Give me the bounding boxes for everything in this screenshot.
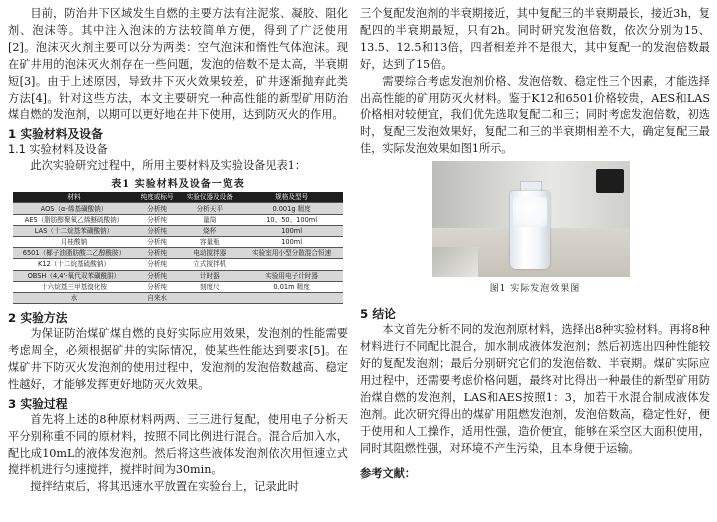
table-header-cell: 材料 (13, 192, 135, 203)
table-cell (240, 292, 343, 303)
section-3-heading: 3 实验过程 (8, 396, 68, 411)
table-cell: 月桂酸钠 (13, 237, 135, 248)
right-column (360, 6, 710, 481)
table-cell: 100ml (240, 225, 343, 236)
photo-plastic-bag (432, 247, 478, 277)
table-cell: 水 (13, 292, 135, 303)
table-cell: 100ml (240, 237, 343, 248)
foam-effect-photo (432, 161, 630, 277)
table-cell: 量筒 (179, 214, 240, 225)
table-cell: 电动搅拌器 (179, 248, 240, 259)
table-cell: 计时器 (179, 270, 240, 281)
section-3-paragraph-continued: 搅拌结束后，将其迅速水平放置在实验台上，记录此时 (30, 480, 299, 494)
table-cell: 实验室用小型分散混合恒速 (240, 248, 343, 259)
table-cell: 自来水 (135, 292, 179, 303)
photo-foam (513, 197, 547, 227)
table-cell: K12（十二烷基硫酸钠） (13, 259, 135, 270)
results-paragraph: 三个复配发泡剂的半衰期接近，其中复配三的半衰期最长，接近3h，复配四的半衰期最短，只有2h。同时研究发泡倍数，依次分别为15、13.5、12.5和13倍，四者相差并不是很大，其中复配一的发泡倍数最好，达到了15倍。 (360, 7, 710, 71)
intro-paragraph: 目前，防治井下区域发生自燃的主要方法有注泥浆、凝胶、阻化剂、泡沫等。其中注入泡沫的方法较简单方便，得到了广泛使用[2]。泡沫灭火剂主要可以分为两类：空气泡沫和惰性气体泡沫。现在矿井用的泡沫灭火剂存在一些问题，发泡的倍数不是太高，半衰期短[3]。由于上述原因，导致井下灭火效果较差，矿井逐渐抛弃此类方法[4]。针对这些方法，本文主要研究一种高性能的新型矿用防治煤自燃的发泡剂，以期可以更好地在井下使用，达到防灭火的作用。 (8, 7, 348, 122)
table-row (13, 203, 343, 214)
table-row (13, 225, 343, 236)
table-cell: 烧杯 (179, 225, 240, 236)
table-row (13, 248, 343, 259)
conclusion-paragraph: 本文首先分析不同的发泡剂原材料，选择出8种实验材料。再将8种材料进行不同配比混合，加水制成液体发泡剂；然后初选出四种性能较好的复配发泡剂；最后分别研究它们的发泡倍数、半衰期。煤矿实际应用过程中，还需要考虑价格问题，最终对比得出一种最佳的新型矿用防治煤自燃的发泡剂，LAS和AES按照1：3，加若干水混合制成液体发泡剂。此次研究得出的煤矿用阻燃发泡剂，发泡倍数高，稳定性好，便于使用和人工操作，适用性强，造价便宜，能够在采空区大面积使用，同时其阻燃性强，对环境不产生污染，且本身便于运输。 (360, 323, 710, 455)
table-cell: LAS（十二烷基苯磺酸钠） (13, 225, 135, 236)
materials-table (13, 192, 343, 304)
table-row (13, 270, 343, 281)
section-3-paragraph: 首先将上述的8种原材料两两、三三进行复配，使用电子分析天平分别称重不同的原材料，按照不同比例进行混合。混合后加入水，配比成10mL的液体发泡剂。然后将这些液体发泡剂依次用恒速立式搅拌机进行匀速搅拌，搅拌时间为30min。 (8, 412, 348, 477)
table-cell: 0.01m 精度 (240, 281, 343, 292)
table-header-cell: 纯度或标号 (135, 192, 179, 203)
table-cell: AES（脂肪醇聚氧乙烯醚硫酸钠） (13, 214, 135, 225)
table-header-cell: 规格及型号 (240, 192, 343, 203)
table-header-row (13, 192, 343, 203)
table-cell: 分析纯 (135, 237, 179, 248)
table-cell: 6501（椰子油脂肪酸二乙醇酰胺） (13, 248, 135, 259)
table-cell: 分析纯 (135, 248, 179, 259)
table-cell: 分析纯 (135, 281, 179, 292)
table-cell: 实验用电子计时器 (240, 270, 343, 281)
table-cell: 0.001g 精度 (240, 203, 343, 214)
section-1-1-heading: 1.1 实验材料及设备 (8, 143, 108, 157)
left-column (8, 6, 348, 496)
table-cell: OBSH（4,4'-氧代双苯磺酰肼） (13, 270, 135, 281)
table-cell: 十六烷基三甲基溴化铵 (13, 281, 135, 292)
section-5-heading: 5 结论 (360, 307, 396, 322)
photo-black-box (596, 169, 624, 193)
table-cell: 立式搅拌机 (179, 259, 240, 270)
references-heading: 参考文献： (360, 466, 416, 481)
table-header-cell: 实验仪器及设备 (179, 192, 240, 203)
table-cell (179, 292, 240, 303)
table-cell: AOS（α-烯基磺酸钠） (13, 203, 135, 214)
table-cell: 分析纯 (135, 270, 179, 281)
table-row (13, 237, 343, 248)
table-cell: 分析纯 (135, 225, 179, 236)
section-1-1-paragraph: 此次实验研究过程中，所用主要材料及实验设备见表1： (30, 159, 307, 173)
table-cell: 刻度尺 (179, 281, 240, 292)
table-row (13, 281, 343, 292)
table-caption: 表1 实验材料及设备一览表 (111, 179, 245, 191)
table-cell: 容量瓶 (179, 237, 240, 248)
section-2-paragraph: 为保证防治煤矿煤自燃的良好实际应用效果，发泡剂的性能需要考虑周全，必须根据矿井的实际情况，使某些性能达到要求[5]。在煤矿井下防灭火发泡剂的使用过程中，发泡剂的发泡倍数越高、稳定性越好，才能够发挥更好地防灭火效果。 (8, 327, 348, 391)
table-cell: 分析纯 (135, 259, 179, 270)
table-cell: 分析天平 (179, 203, 240, 214)
table-cell: 分析纯 (135, 203, 179, 214)
section-2-heading: 2 实验方法 (8, 311, 68, 326)
table-row (13, 292, 343, 303)
table-cell: 10、50、100ml (240, 214, 343, 225)
table-cell (240, 259, 343, 270)
table-row (13, 259, 343, 270)
selection-paragraph: 需要综合考虑发泡剂价格、发泡倍数、稳定性三个因素，才能选择出高性能的矿用防灭火材料。鉴于K12和6501价格较贵，AES和LAS价格相对较便宜，我们优先选取复配二和三；同时考虑发泡倍数，初选时，复配三发泡效果好，复配二和三的半衰期相差不大，确定复配三最佳，实际发泡效果如图1所示。 (360, 74, 710, 156)
figure-caption: 图1 实际发泡效果图 (489, 284, 581, 295)
section-1-heading: 1 实验材料及设备 (8, 127, 103, 142)
table-cell: 分析纯 (135, 214, 179, 225)
table-row (13, 214, 343, 225)
